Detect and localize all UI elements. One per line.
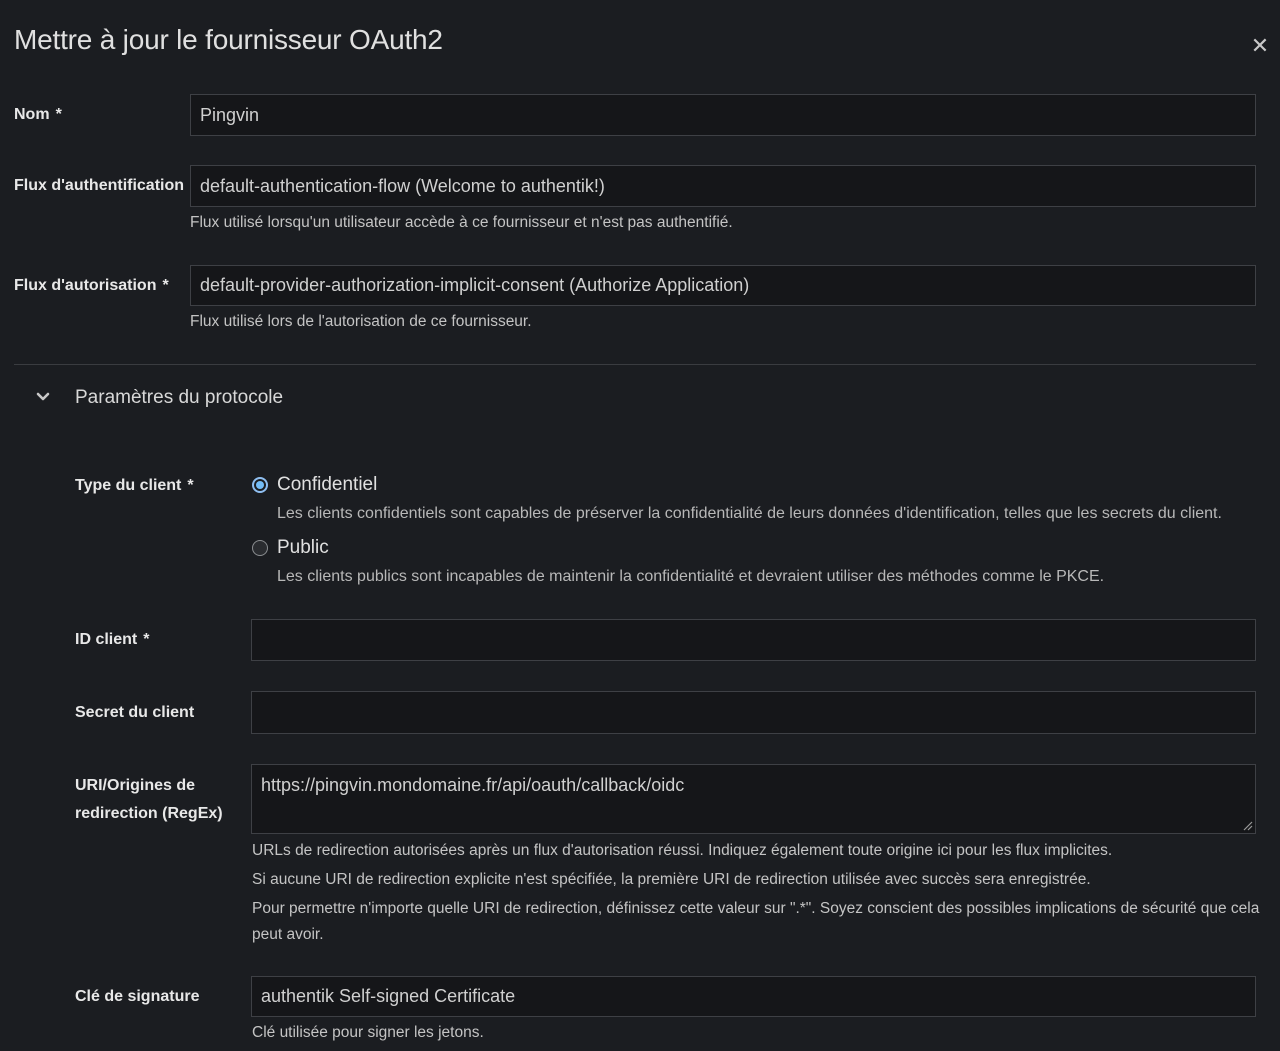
client-secret-input[interactable] bbox=[251, 691, 1256, 734]
required-marker: * bbox=[187, 477, 194, 494]
name-input-value: Pingvin bbox=[200, 104, 260, 125]
authentication-flow-value: default-authentication-flow (Welcome to authentik!) bbox=[200, 175, 605, 196]
required-marker: * bbox=[162, 277, 169, 294]
redirect-uris-label: URI/Origines de redirection (RegEx) bbox=[75, 777, 223, 822]
signing-key-help: Clé utilisée pour signer les jetons. bbox=[252, 1024, 484, 1041]
required-marker: * bbox=[143, 631, 150, 648]
client-type-label-text: Type du client bbox=[75, 477, 182, 494]
authorization-flow-label bbox=[14, 277, 169, 295]
authorization-flow-label-text: Flux d'autorisation bbox=[14, 277, 157, 294]
client-id-input[interactable] bbox=[251, 619, 1256, 661]
authorization-flow-value: default-provider-authorization-implicit-consent (Authorize Application) bbox=[200, 275, 750, 295]
name-label-text: Nom bbox=[14, 106, 50, 123]
client-secret-label: Secret du client bbox=[75, 704, 195, 721]
redirect-uris-value: https://pingvin.mondomaine.fr/api/oauth/callback/oidc bbox=[261, 775, 685, 795]
authentication-flow-select[interactable] bbox=[190, 165, 1256, 207]
signing-key-label: Clé de signature bbox=[75, 988, 200, 1005]
client-type-confidential-radio[interactable] bbox=[252, 477, 268, 493]
redirect-uris-help-3: Pour permettre n'importe quelle URI de redirection, définissez cette valeur sur ".*". Soyez conscient des possibles implications de sécurité que cela peut avoir. bbox=[252, 900, 1260, 943]
client-id-label-text: ID client bbox=[75, 631, 138, 648]
authorization-flow-select[interactable] bbox=[190, 265, 1256, 306]
authentication-flow-label: Flux d'authentification bbox=[14, 177, 185, 194]
chevron-down-icon[interactable] bbox=[34, 388, 52, 406]
signing-key-value: authentik Self-signed Certificate bbox=[261, 986, 516, 1006]
close-icon[interactable]: ✕ bbox=[1250, 33, 1270, 58]
client-id-label bbox=[75, 631, 149, 649]
signing-key-select[interactable] bbox=[251, 976, 1256, 1017]
modal-title: Mettre à jour le fournisseur OAuth2 bbox=[14, 24, 443, 55]
client-type-public-radio[interactable] bbox=[252, 540, 268, 556]
redirect-uris-help-1: URLs de redirection autorisées après un flux d'autorisation réussi. Indiquez également toute origine ici pour les flux implicites. bbox=[252, 842, 1113, 859]
authorization-flow-help: Flux utilisé lors de l'autorisation de ce fournisseur. bbox=[190, 313, 532, 330]
client-type-confidential-label[interactable]: Confidentiel bbox=[277, 474, 378, 495]
client-type-label bbox=[75, 477, 194, 495]
client-type-public-label[interactable]: Public bbox=[277, 537, 329, 558]
client-type-public-description: Les clients publics sont incapables de maintenir la confidentialité et devraient utiliser des méthodes comme le PKCE. bbox=[277, 568, 1105, 585]
protocol-settings-toggle[interactable]: Paramètres du protocole bbox=[75, 387, 284, 408]
name-label bbox=[14, 106, 62, 124]
name-input[interactable] bbox=[190, 94, 1256, 136]
client-type-confidential-description: Les clients confidentiels sont capables de préserver la confidentialité de leurs données d'identification, telles que les secrets du client. bbox=[277, 505, 1222, 522]
resize-grip-icon[interactable] bbox=[1243, 821, 1253, 831]
authentication-flow-help: Flux utilisé lorsqu'un utilisateur accède à ce fournisseur et n'est pas authentifié. bbox=[190, 214, 733, 231]
redirect-uris-textarea[interactable] bbox=[251, 764, 1256, 834]
section-divider bbox=[14, 364, 1256, 365]
required-marker: * bbox=[55, 106, 62, 123]
redirect-uris-help-2: Si aucune URI de redirection explicite n'est spécifiée, la première URI de redirection utilisée avec succès sera enregistrée. bbox=[252, 871, 1091, 888]
